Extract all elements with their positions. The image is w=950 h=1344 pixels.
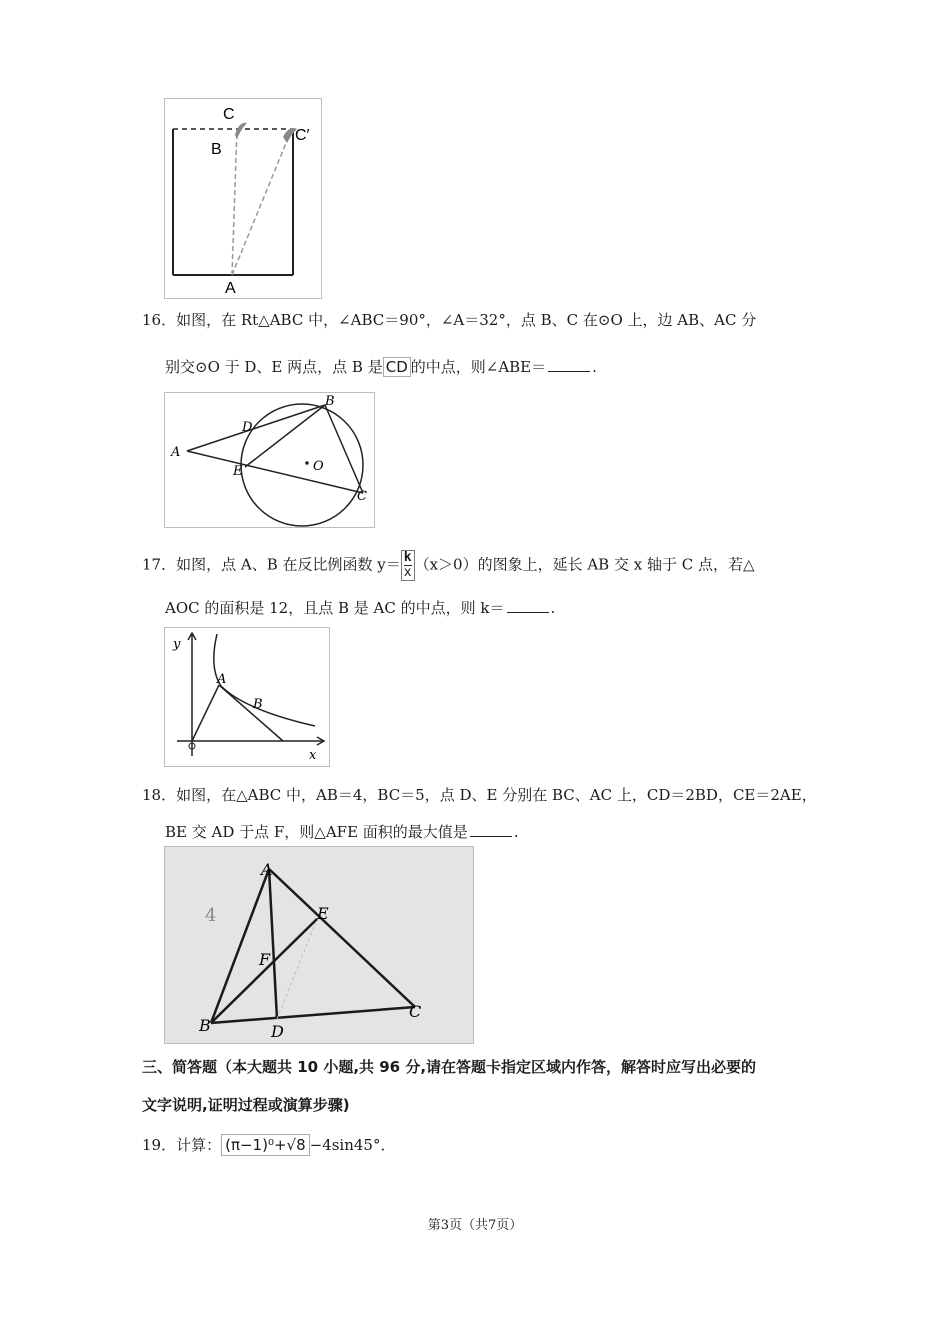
fig18-label-e: E — [317, 904, 329, 923]
q16-line2 — [165, 356, 597, 377]
figure-18-container — [164, 846, 474, 1044]
figure-17-container — [164, 627, 330, 767]
label-a: A — [225, 280, 236, 297]
label-c-prime: C′ — [295, 127, 310, 144]
section-3-heading-line2: 文字说明,证明过程或演算步骤) — [142, 1096, 350, 1114]
fig17-label-y: y — [173, 637, 181, 652]
q19-expression: (π−1)⁰+√8 — [221, 1134, 310, 1156]
fig16-label-a: A — [171, 445, 181, 460]
fig16-label-o: O — [313, 459, 324, 474]
fig16-label-e: E — [233, 464, 243, 479]
q19-pre: 19．计算： — [142, 1136, 222, 1154]
q19-post: −4sin45°． — [309, 1136, 396, 1154]
q18-line2 — [165, 821, 519, 842]
q16-end: . — [592, 358, 597, 376]
fig18-label-a: A — [261, 860, 273, 879]
fig16-label-d: D — [242, 420, 253, 435]
q17-line2 — [165, 597, 555, 618]
figure-17-diagram — [165, 628, 329, 766]
fig17-label-x: x — [309, 748, 317, 763]
q17-line1 — [142, 550, 755, 581]
fraction-numerator: k — [403, 550, 412, 565]
arc-cd: CD — [383, 357, 411, 377]
fig18-label-c: C — [409, 1002, 422, 1021]
figure-15-container — [164, 98, 322, 299]
fig18-label-b: B — [199, 1016, 211, 1035]
q17-line2-pre: AOC 的面积是 12，且点 B 是 AC 的中点，则 k＝ — [165, 599, 505, 617]
q18-end: . — [513, 823, 519, 841]
q18-line1: 18．如图，在△ABC 中，AB＝4，BC＝5，点 D、E 分别在 BC、AC 上，CD＝2BD，CE＝2AE， — [142, 786, 817, 804]
answer-blank-17 — [507, 598, 549, 613]
q16-line2-post: 的中点，则∠ABE＝ — [410, 358, 547, 376]
figure-16-container — [164, 392, 375, 528]
fraction-denominator: x — [403, 565, 412, 580]
fig17-label-a: A — [217, 672, 227, 687]
answer-blank-18 — [470, 822, 512, 837]
q17-line1-post: （x＞0）的图象上，延长 AB 交 x 轴于 C 点，若△ — [414, 555, 755, 574]
q17-end: . — [550, 599, 556, 617]
fig18-handwritten-note: 4 — [205, 905, 217, 926]
q17-line1-pre: 17．如图，点 A、B 在反比例函数 y＝ — [142, 555, 401, 574]
q19-line — [142, 1134, 395, 1156]
fig17-label-b: B — [253, 697, 263, 712]
q16-line1: 16．如图，在 Rt△ABC 中，∠ABC＝90°，∠A＝32°，点 B、C 在⊙O 上，边 AB、AC 分 — [142, 311, 757, 329]
q18-line2-pre: BE 交 AD 于点 F，则△AFE 面积的最大值是 — [165, 823, 468, 841]
fig18-label-d: D — [271, 1022, 284, 1041]
fraction-k-over-x — [401, 550, 415, 581]
q16-line2-pre: 别交⊙O 于 D、E 两点，点 B 是 — [165, 358, 383, 376]
figure-15-diagram — [165, 99, 321, 298]
page-footer: 第3页（共7页） — [427, 1218, 523, 1233]
label-c: C — [223, 106, 235, 123]
fig18-label-f: F — [259, 950, 271, 969]
section-3-heading-line1: 三、简答题（本大题共 10 小题,共 96 分,请在答题卡指定区域内作答，解答时应写出必要的 — [142, 1058, 757, 1076]
figure-18-diagram — [165, 847, 473, 1043]
fig16-label-b: B — [325, 394, 335, 409]
fig16-label-c: C — [357, 489, 367, 504]
label-b: B — [211, 141, 222, 158]
answer-blank-16 — [548, 357, 590, 372]
figure-16-diagram — [165, 393, 374, 527]
